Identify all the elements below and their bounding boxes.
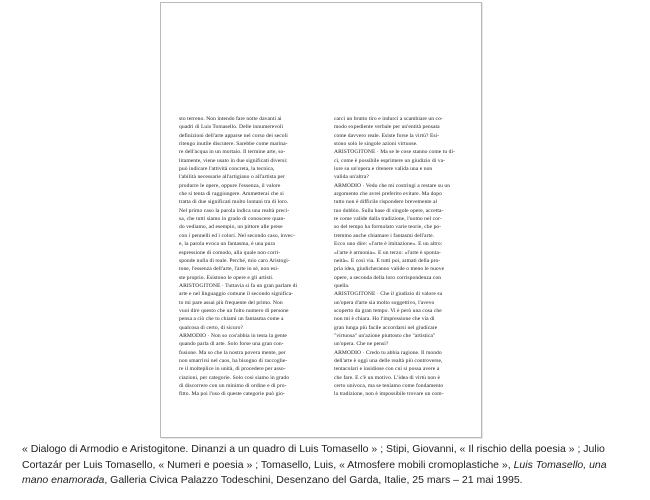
text-line: do vediamo, ad esempio, un pittore alle prese [179, 224, 283, 231]
text-line: ARMODIO · Credo tu abbia ragione. Il mondo [334, 349, 442, 356]
text-line: tutto non è difficile rispondere brevemente al [334, 199, 438, 206]
text-line: modo expediente verbale per un'entità pensata [334, 124, 440, 131]
text-line: vuoi dire questo che un folto numero di persone [179, 307, 289, 314]
text-line: tuo dubbio. Sulla base di singole opere, accetta- [334, 207, 444, 214]
text-line: quando parla di arte. Solo forse una gran con- [179, 341, 284, 348]
caption-title: Luis Tomasello, una mano enamorada [22, 458, 607, 486]
book-page-scan [160, 2, 482, 438]
text-line: un'opera. Che ne pensi? [334, 341, 389, 348]
text-line: fitto. Ma poi l'uso di queste categorie può gio- [179, 391, 285, 398]
text-line: gran lunga più facile accordarsi nel giudicare [334, 324, 438, 331]
text-line: tremmo anche chiamare i fantasmi dell'arte. [334, 232, 435, 239]
text-line: stono solo le singole azioni virtuose. [334, 141, 418, 148]
text-line: non smarrirsi nel caos, ha bisogno di raccoglie- [179, 357, 288, 364]
text-line: arte e nel linguaggio comune il secondo significa- [179, 291, 294, 298]
text-line: dell'arte è oggi una delle realtà più controverse, [334, 357, 443, 364]
text-line: ARISTOGITONE · Che il giudizio di valore su [334, 291, 443, 298]
text-line: la tradizione, non è impossibile trovare un com- [334, 391, 444, 398]
text-line: ARMODIO · Non so cos'abbia in testa la gente [179, 332, 287, 339]
text-line: opere, a seconda della loro corrispondenza con [334, 274, 442, 281]
text-line: «l'arte è armonia». E un terzo: «l'arte è sponta- [334, 249, 441, 256]
text-line: ritengo inutile discutere. Sarebbe come marina- [179, 141, 288, 148]
text-line: quadri di Luis Tomasello. Delle innumerevoli [179, 124, 284, 131]
text-line: tratta di due significati molto lontani tra di loro. [179, 199, 289, 206]
text-line: l'abilità necessarie all'artigiano o all'artista per [179, 174, 285, 181]
text-line: fusione. Ma so che la nostra povera mente, per [179, 349, 286, 356]
text-line: sto terreno. Non intendo fare notte davanti ai [179, 116, 282, 122]
text-line: Nel primo caso la parola indica una realtà preci- [179, 207, 290, 214]
text-line: quella. [334, 282, 350, 289]
caption-text-end: , Galleria Civica Palazzo Todeschini, Desenzano del Garda, Italie, 25 mars – 21 mai 1995. [104, 474, 523, 486]
text-line: re il molteplice in unità, di procedere per asso- [179, 366, 286, 373]
text-line: con i pennelli ed i colori. Nel secondo caso, invec- [179, 232, 295, 239]
text-line: come davvero reale. Esiste forse la virtù? Esi- [334, 132, 440, 139]
text-line: qualcosa di certo, di sicuro? [179, 324, 244, 331]
text-column-right [334, 115, 464, 399]
text-line: so del tempo ha formulato varie teorie, che po- [334, 224, 442, 231]
text-line: ARMODIO · Vedo che mi costringi a restare su un [334, 182, 451, 189]
text-line: produrre le opere, oppure l'essenza, il valore [179, 182, 281, 189]
text-line: di discorrere con un minimo di ordine e di pro- [179, 383, 287, 389]
text-line: lore su un'opera e ritenere valida una e non [334, 166, 433, 173]
text-line: "virtuosa" un'azione piuttosto che "artistica" [334, 332, 436, 339]
image-caption [22, 442, 634, 489]
text-line: te come valide dalla tradizione, l'uomo nel cor- [334, 216, 442, 223]
text-line: ARISTOGITONE · Ma se le cose stanno come tu di- [334, 149, 455, 156]
text-line: pria idea, giudicheranno valide o meno le nuove [334, 266, 445, 273]
caption-text: « Dialogo di Armodio e Aristogitone. Dinanzi a un quadro di Luis Tomasello » ; Stipi, Giovanni, « Il rischio della poesia » ; Julio Cortazár per Luis Tomasello, « Numeri e poesia » ; Tomasello, Luis, « Atmosfere mobili cromoplastiche », [22, 443, 605, 471]
text-line: neità». E così via. E tutti poi, armati della pro- [334, 257, 441, 264]
text-line: e, la parola evoca un fantasma, è una pura [179, 241, 275, 248]
text-column-left [179, 115, 309, 399]
text-line: valida un'altra? [334, 174, 369, 181]
text-line: Ecco uno dire: «l'arte è imitazione». E un altro: [334, 241, 443, 248]
text-line: re dell'acqua in un mortaio. Il termine arte, so- [179, 149, 286, 156]
text-line: ste proprio. Esistono le opere e gli artisti. [179, 274, 274, 281]
text-line: che si tenta di raggiungere. Ammetterai che si [179, 191, 284, 198]
text-line: definizioni dell'arte apparse nel corso dei secoli [179, 132, 288, 139]
text-line: sponde nulla di reale. Perché, mio caro Aristogi- [179, 257, 290, 264]
text-line: scoperto da gran tempo. Vi è però una cosa che [334, 307, 442, 314]
text-line: carci un brutto tiro e indurci a scambiare un co- [334, 116, 443, 122]
text-line: tone, l'essenza dell'arte, l'arte in sé, non esi- [179, 266, 279, 273]
text-line: ARISTOGITONE · Tuttavia si fa un gran parlare di [179, 282, 298, 289]
text-line: certo univoca, ma se teniamo come fondamento [334, 383, 444, 389]
text-line: argomento che avrei preferito evitare. Ma dopo [334, 191, 442, 198]
text-line: può indicare l'attività concreta, la tecnica, [179, 166, 275, 173]
text-line: to mi pare assai più frequente del primo. Non [179, 299, 283, 306]
text-line: un'opera d'arte sia molto soggettivo, l'avevo [334, 299, 435, 306]
text-line: pensa a ciò che tu chiami un fantasma come a [179, 316, 284, 323]
text-line: ciazioni, per categorie. Solo così siamo in grado [179, 374, 290, 381]
text-line: sa, che tutti siamo in grado di conoscere quan- [179, 216, 286, 223]
text-line: tentacolari e insidiose con cui si possa avere a [334, 366, 440, 373]
text-line: ci, come è possibile esprimere un giudizio di va- [334, 157, 446, 164]
text-line: litamente, viene usato in due significati diversi: [179, 157, 288, 164]
text-line: che fare. E c'è un motivo. L'idea di virtù non è [334, 374, 440, 381]
text-line: non mi è chiara. Ho l'impressione che via di [334, 316, 435, 323]
text-line: espressione di comodo, alla quale non corri- [179, 249, 281, 256]
